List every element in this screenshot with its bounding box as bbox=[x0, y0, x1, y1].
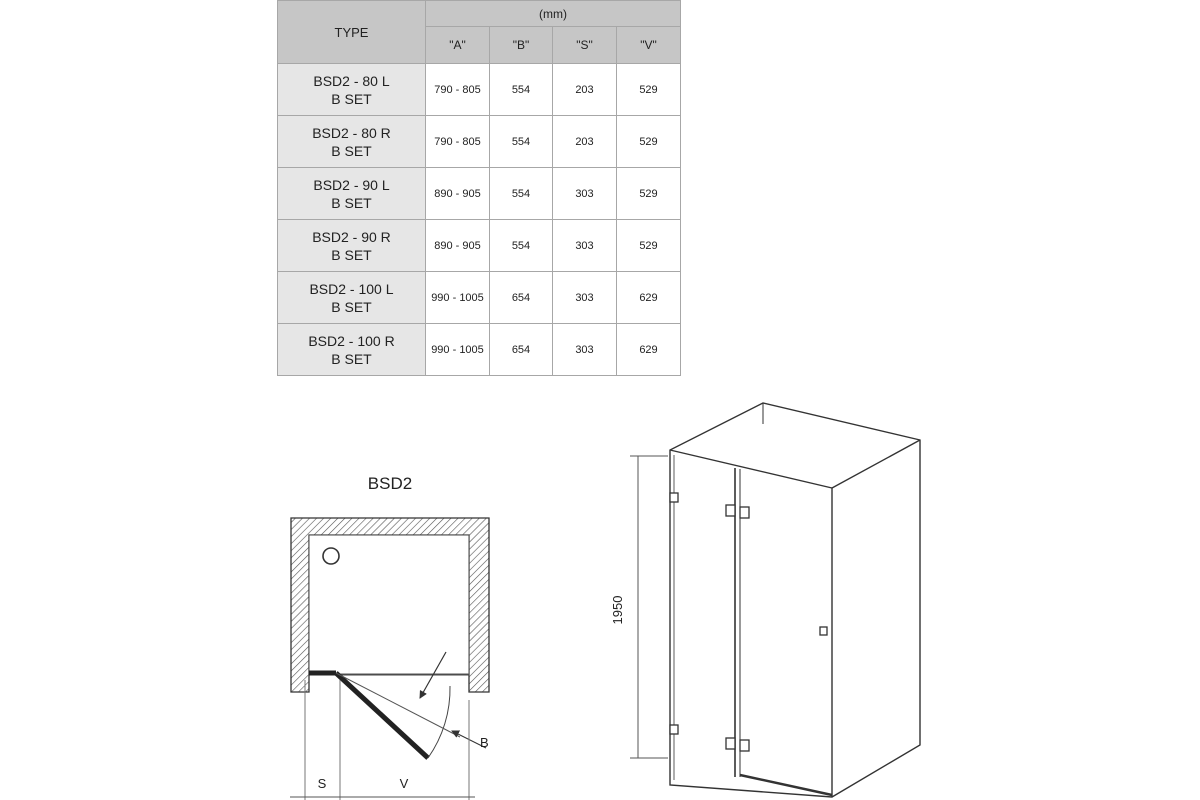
value-cell: 554 bbox=[490, 168, 553, 220]
table-row bbox=[278, 64, 681, 116]
type-cell: BSD2 - 100 L B SET bbox=[278, 272, 426, 324]
hinge-icon bbox=[726, 505, 735, 516]
column-header-v: "V" bbox=[617, 27, 681, 64]
height-label: 1950 bbox=[610, 595, 625, 625]
type-cell: BSD2 - 100 R B SET bbox=[278, 324, 426, 376]
plan-title: BSD2 bbox=[367, 474, 413, 493]
table-row bbox=[278, 220, 681, 272]
label-s: S bbox=[317, 776, 327, 791]
value-cell: 890 - 905 bbox=[426, 220, 490, 272]
value-cell: 990 - 1005 bbox=[426, 324, 490, 376]
type-cell: BSD2 - 80 R B SET bbox=[278, 116, 426, 168]
value-cell: 529 bbox=[617, 168, 681, 220]
hinge-icon bbox=[670, 725, 678, 734]
technical-drawings bbox=[0, 380, 1200, 800]
table-row bbox=[278, 168, 681, 220]
value-cell: 554 bbox=[490, 116, 553, 168]
enclosure-outline bbox=[670, 403, 920, 797]
value-cell: 203 bbox=[553, 64, 617, 116]
value-cell: 554 bbox=[490, 64, 553, 116]
column-header-a: "A" bbox=[426, 27, 490, 64]
enclosure-edge bbox=[832, 440, 920, 488]
type-header: TYPE bbox=[278, 1, 426, 64]
value-cell: 629 bbox=[617, 324, 681, 376]
value-cell: 203 bbox=[553, 116, 617, 168]
door-panel bbox=[336, 673, 428, 758]
hinge-icon bbox=[740, 507, 749, 518]
handle-icon bbox=[820, 627, 827, 635]
threshold bbox=[740, 775, 832, 795]
value-cell: 303 bbox=[553, 220, 617, 272]
value-cell: 629 bbox=[617, 272, 681, 324]
value-cell: 303 bbox=[553, 168, 617, 220]
dimensions-table bbox=[277, 0, 681, 376]
table-row bbox=[278, 116, 681, 168]
label-v: V bbox=[399, 776, 409, 791]
table-row bbox=[278, 272, 681, 324]
value-cell: 554 bbox=[490, 220, 553, 272]
hinge-icon bbox=[726, 738, 735, 749]
value-cell: 654 bbox=[490, 272, 553, 324]
column-header-s: "S" bbox=[553, 27, 617, 64]
type-cell: BSD2 - 90 L B SET bbox=[278, 168, 426, 220]
value-cell: 990 - 1005 bbox=[426, 272, 490, 324]
plan-view bbox=[290, 474, 489, 800]
type-cell: BSD2 - 80 L B SET bbox=[278, 64, 426, 116]
value-cell: 654 bbox=[490, 324, 553, 376]
value-cell: 529 bbox=[617, 116, 681, 168]
value-cell: 890 - 905 bbox=[426, 168, 490, 220]
table-row bbox=[278, 324, 681, 376]
value-cell: 303 bbox=[553, 324, 617, 376]
type-cell: BSD2 - 90 R B SET bbox=[278, 220, 426, 272]
hinge-icon bbox=[670, 493, 678, 502]
column-header-b: "B" bbox=[490, 27, 553, 64]
unit-header: (mm) bbox=[426, 1, 681, 27]
value-cell: 529 bbox=[617, 64, 681, 116]
value-cell: 790 - 805 bbox=[426, 116, 490, 168]
value-cell: 303 bbox=[553, 272, 617, 324]
isometric-view bbox=[630, 403, 920, 797]
enclosure-edge bbox=[670, 450, 832, 488]
value-cell: 790 - 805 bbox=[426, 64, 490, 116]
drain-icon bbox=[323, 548, 339, 564]
label-b: B bbox=[480, 735, 489, 750]
hinge-icon bbox=[740, 740, 749, 751]
value-cell: 529 bbox=[617, 220, 681, 272]
